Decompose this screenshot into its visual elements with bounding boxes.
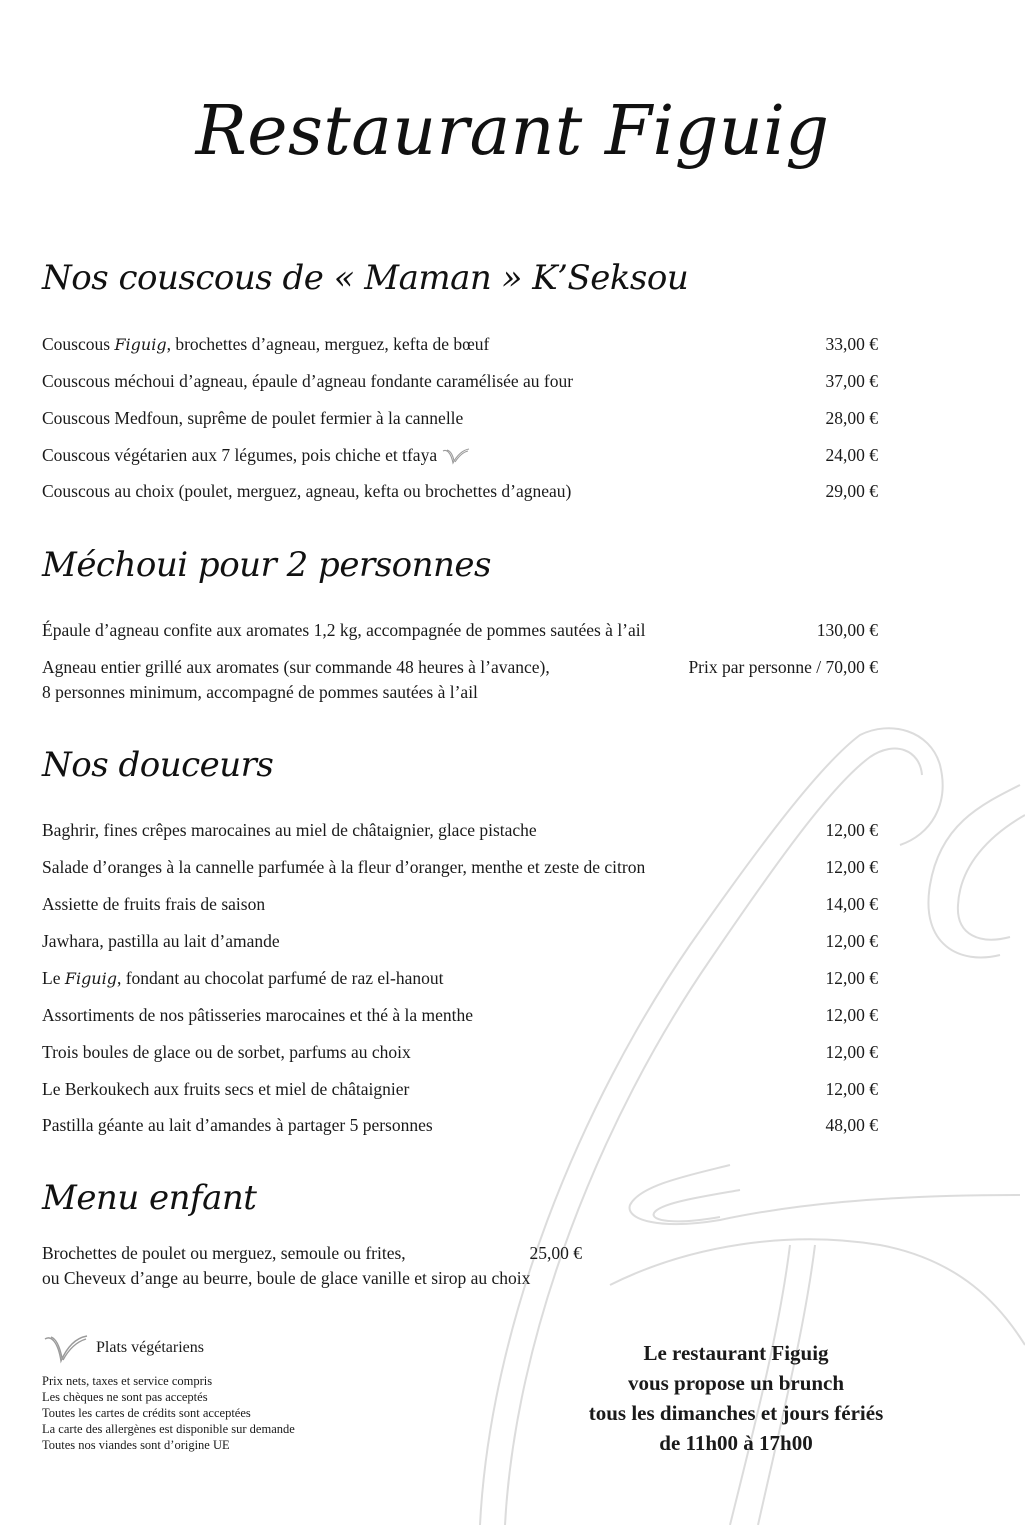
item-price: 12,00 € <box>825 931 878 951</box>
item-description-line2: ou Cheveux d’ange au beurre, boule de glace vanille et sirop au choix <box>42 1268 531 1288</box>
section-title-menu-enfant: Menu enfant <box>42 1178 257 1218</box>
menu-item-patisseries <box>42 1002 878 1028</box>
brunch-line: vous propose un brunch <box>627 1371 845 1395</box>
note-line: Les chèques ne sont pas acceptés <box>42 1390 208 1404</box>
item-description <box>42 965 444 992</box>
menu-item-couscous-medfoun <box>42 405 878 431</box>
item-prefix: Le <box>42 968 61 988</box>
brunch-line: de 11h00 à 17h00 <box>659 1431 813 1455</box>
item-description: Pastilla géante au lait d’amandes à partager 5 personnes <box>42 1115 433 1135</box>
menu-item-epaule-agneau <box>42 617 878 643</box>
item-price: 48,00 € <box>825 1115 878 1135</box>
menu-item-agneau-entier <box>42 654 878 706</box>
item-price: 37,00 € <box>825 371 878 391</box>
item-description <box>42 442 471 468</box>
brunch-announcement <box>555 1338 917 1458</box>
item-price: 25,00 € <box>529 1243 582 1263</box>
menu-item-pastilla-geante <box>42 1112 878 1138</box>
item-description: Assiette de fruits frais de saison <box>42 894 266 914</box>
item-description <box>42 331 489 358</box>
item-price: 12,00 € <box>825 1005 878 1025</box>
item-prefix: Couscous <box>42 334 111 354</box>
item-description: Couscous Medfoun, suprême de poulet fermier à la cannelle <box>42 408 464 428</box>
menu-item-couscous-vegetarien <box>42 442 878 468</box>
item-price: 29,00 € <box>825 481 878 501</box>
item-price: 130,00 € <box>816 620 878 640</box>
item-description: Baghrir, fines crêpes marocaines au miel de châtaignier, glace pistache <box>42 820 537 840</box>
item-price: 33,00 € <box>825 334 878 354</box>
vegetarian-v-icon <box>441 447 471 467</box>
note-line: La carte des allergènes est disponible sur demande <box>42 1422 295 1436</box>
menu-notes <box>42 1373 295 1453</box>
item-description: Agneau entier grillé aux aromates (sur commande 48 heures à l’avance), <box>42 657 550 677</box>
item-description: Brochettes de poulet ou merguez, semoule ou frites, <box>42 1243 406 1263</box>
item-description: Couscous au choix (poulet, merguez, agneau, kefta ou brochettes d’agneau) <box>42 481 572 501</box>
item-price: 14,00 € <box>825 894 878 914</box>
menu-item-couscous-mechoui <box>42 368 878 394</box>
section-title-douceurs: Nos douceurs <box>42 745 274 785</box>
menu-item-le-figuig <box>42 965 878 991</box>
item-description: Couscous méchoui d’agneau, épaule d’agneau fondante caramélisée au four <box>42 371 574 391</box>
figuig-brand-text: Figuig <box>114 335 167 354</box>
section-title-couscous: Nos couscous de « Maman » K’Seksou <box>42 258 689 298</box>
menu-item-salade-oranges <box>42 854 878 880</box>
menu-item-baghrir <box>42 817 878 843</box>
item-price: 28,00 € <box>825 408 878 428</box>
brunch-line: Le restaurant Figuig <box>643 1341 829 1365</box>
item-description: Assortiments de nos pâtisseries marocaines et thé à la menthe <box>42 1005 474 1025</box>
item-description: Trois boules de glace ou de sorbet, parfums au choix <box>42 1042 411 1062</box>
item-description: Épaule d’agneau confite aux aromates 1,2 kg, accompagnée de pommes sautées à l’ail <box>42 620 646 640</box>
item-price: 12,00 € <box>825 1079 878 1099</box>
item-price: 12,00 € <box>825 1042 878 1062</box>
menu-item-berkoukech <box>42 1076 878 1102</box>
brunch-line: tous les dimanches et jours fériés <box>588 1401 884 1425</box>
vegetarian-legend <box>42 1333 204 1372</box>
menu-item-glace-sorbet <box>42 1039 878 1065</box>
item-suffix: , brochettes d’agneau, merguez, kefta de bœuf <box>166 334 490 354</box>
item-price: 12,00 € <box>825 857 878 877</box>
item-price: Prix par personne / 70,00 € <box>688 657 878 677</box>
item-text: Couscous végétarien aux 7 légumes, pois chiche et tfaya <box>42 445 438 465</box>
menu-item-jawhara <box>42 928 878 954</box>
restaurant-title: Restaurant Figuig <box>195 92 830 171</box>
menu-item-fruits-frais <box>42 891 878 917</box>
menu-item-couscous-figuig <box>42 331 878 357</box>
item-description: Salade d’oranges à la cannelle parfumée à la fleur d’oranger, menthe et zeste de citron <box>42 857 646 877</box>
item-price: 12,00 € <box>825 968 878 988</box>
item-price: 12,00 € <box>825 820 878 840</box>
item-description: Jawhara, pastilla au lait d’amande <box>42 931 280 951</box>
note-line: Toutes les cartes de crédits sont acceptées <box>42 1406 251 1420</box>
menu-item-couscous-choix <box>42 478 878 504</box>
item-description: Le Berkoukech aux fruits secs et miel de châtaignier <box>42 1079 410 1099</box>
note-line: Toutes nos viandes sont d’origine UE <box>42 1438 230 1452</box>
item-suffix: , fondant au chocolat parfumé de raz el-hanout <box>116 968 444 988</box>
vegetarian-v-icon <box>42 1333 90 1367</box>
section-title-mechoui: Méchoui pour 2 personnes <box>42 545 491 585</box>
item-description-line2: 8 personnes minimum, accompagné de pommes sautées à l’ail <box>42 682 478 702</box>
menu-item-enfant <box>42 1240 582 1292</box>
vegetarian-legend-label: Plats végétariens <box>96 1339 204 1356</box>
figuig-brand-text: Figuig <box>64 969 117 988</box>
item-price: 24,00 € <box>825 445 878 465</box>
note-line: Prix nets, taxes et service compris <box>42 1374 213 1388</box>
